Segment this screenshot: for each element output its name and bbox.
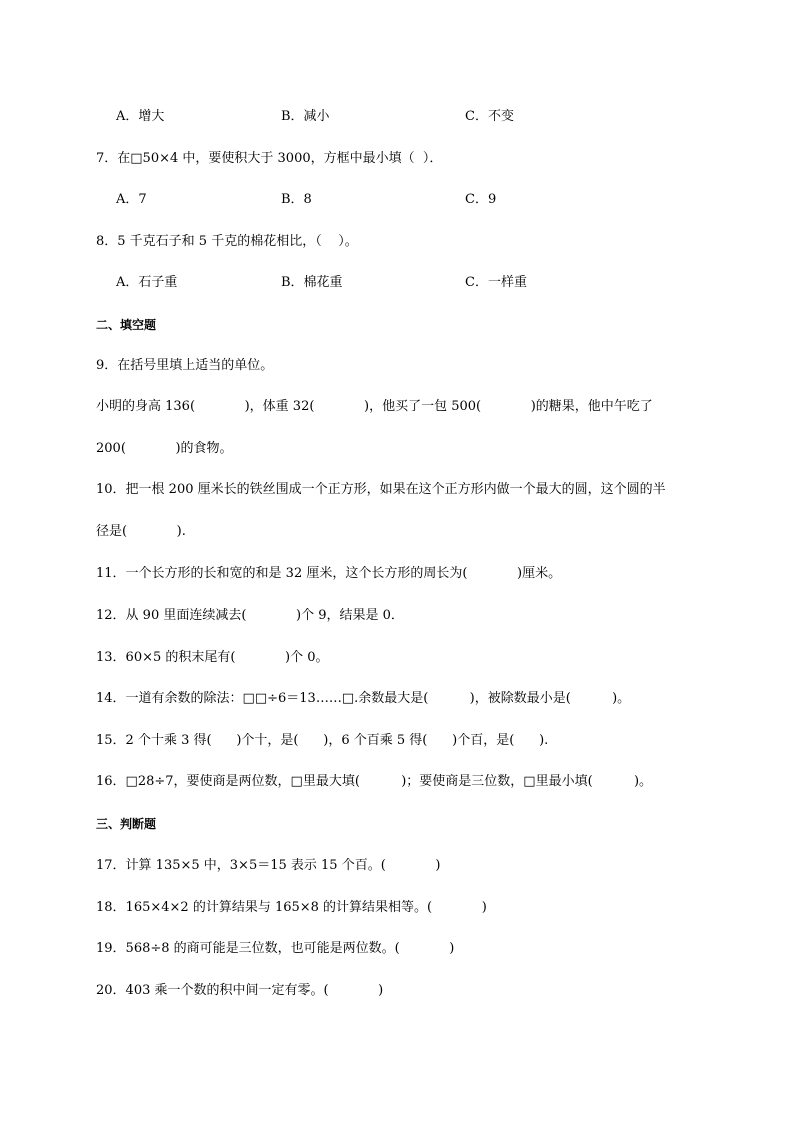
question-17: 17．计算 135×5 中，3×5＝15 表示 15 个百。( ) <box>96 858 441 873</box>
question-9: 9．在括号里填上适当的单位。 <box>96 358 274 373</box>
question-14: 14．一道有余数的除法：□□÷6＝13……□.余数最大是( )，被除数最小是( )。 <box>96 691 631 706</box>
q7-option-b: B．8 <box>281 192 312 207</box>
question-20: 20．403 乘一个数的积中间一定有零。( ) <box>96 983 384 998</box>
q8-option-a: A．石子重 <box>116 275 178 290</box>
question-9-line-2: 200( )的食物。 <box>96 441 233 456</box>
question-8: 8．5 千克石子和 5 千克的棉花相比，（ ）。 <box>96 234 358 249</box>
q8-option-c: C．一样重 <box>465 275 527 290</box>
question-10-line-2: 径是( ). <box>96 524 186 539</box>
q6-option-b: B．减小 <box>281 109 330 124</box>
q6-option-c: C．不变 <box>465 109 514 124</box>
section-fill-in-heading: 二、填空题 <box>96 318 157 332</box>
question-9-line-1: 小明的身高 136( )，体重 32( )，他买了一包 500( )的糖果，他中午吃了 <box>96 399 653 414</box>
question-10-line-1: 10．把一根 200 厘米长的铁丝围成一个正方形，如果在这个正方形内做一个最大的圆，这个圆的半 <box>96 482 666 497</box>
question-13: 13．60×5 的积末尾有( )个 0。 <box>96 650 329 665</box>
question-19: 19．568÷8 的商可能是三位数，也可能是两位数。( ) <box>96 941 455 956</box>
section-judgement-heading: 三、判断题 <box>96 817 157 831</box>
question-11: 11．一个长方形的长和宽的和是 32 厘米，这个长方形的周长为( )厘米。 <box>96 566 562 581</box>
question-7: 7．在□50×4 中，要使积大于 3000，方框中最小填（ ）． <box>96 151 443 166</box>
q7-option-a: A．7 <box>116 192 147 207</box>
q8-option-b: B．棉花重 <box>281 275 343 290</box>
q7-option-c: C．9 <box>465 192 497 207</box>
question-18: 18．165×4×2 的计算结果与 165×8 的计算结果相等。( ) <box>96 900 487 915</box>
question-15: 15．2 个十乘 3 得( )个十，是( )，6 个百乘 5 得( )个百，是( ). <box>96 733 549 748</box>
question-12: 12．从 90 里面连续减去( )个 9，结果是 0． <box>96 608 404 623</box>
q6-option-a: A．增大 <box>116 109 165 124</box>
question-16: 16．□28÷7，要使商是两位数，□里最大填( )；要使商是三位数，□里最小填( )。 <box>96 774 653 789</box>
